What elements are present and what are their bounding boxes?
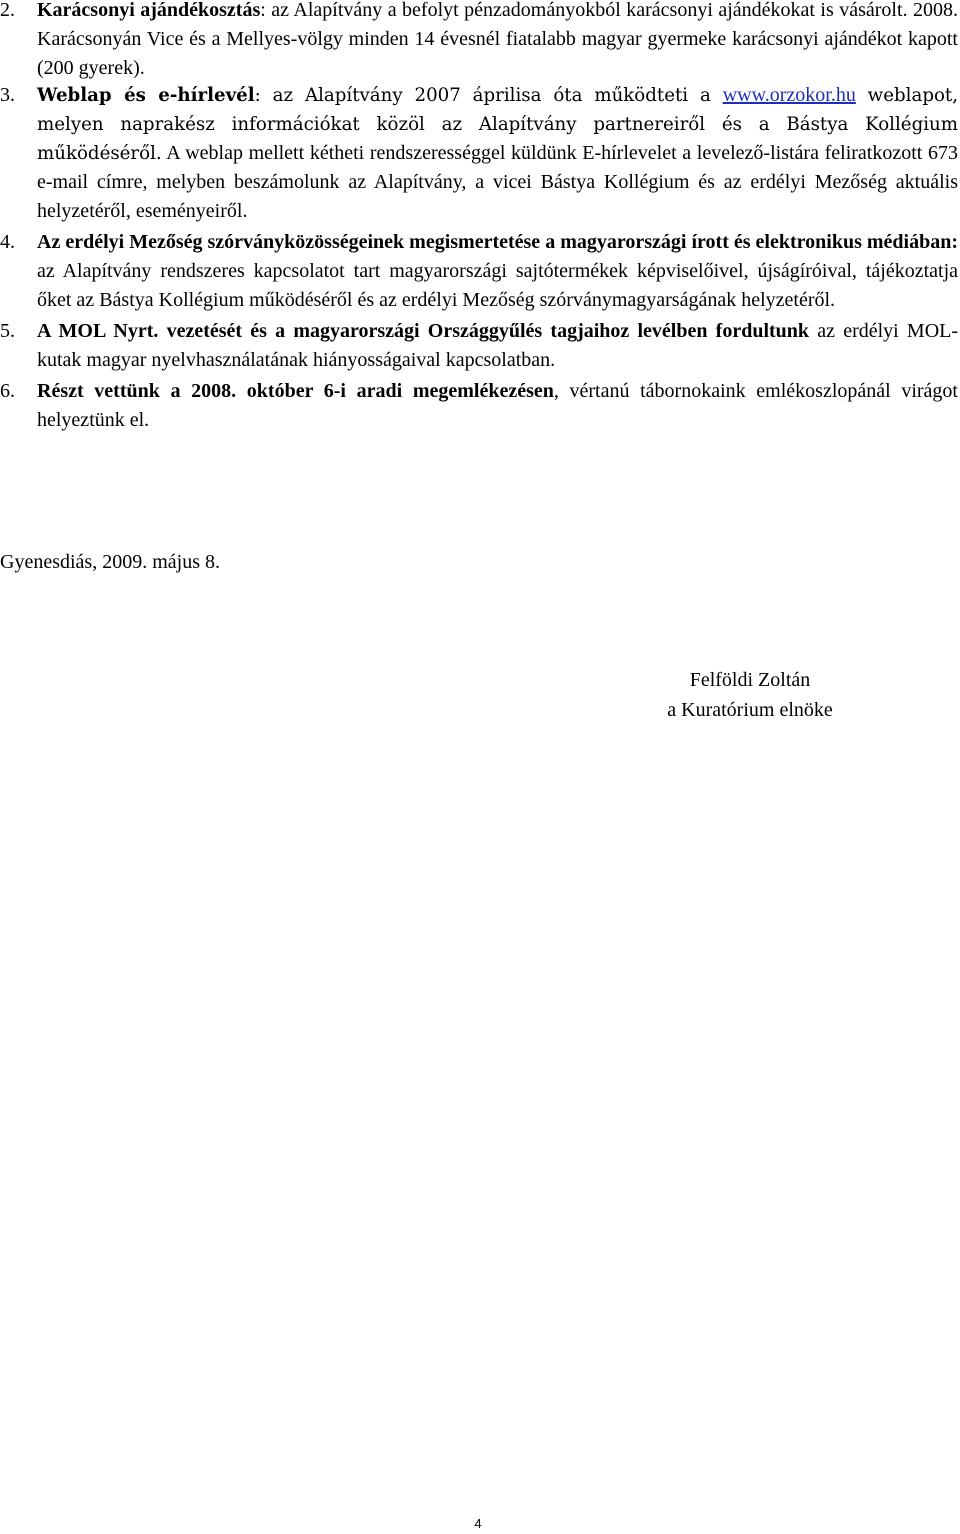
list-item [0, 377, 958, 435]
item-title: Az erdélyi Mezőség szórványközösségeinek megismertetése a magyarországi írott és elektronikus médiában: [37, 231, 958, 253]
item-number: 4. [0, 231, 15, 253]
place-date: Gyenesdiás, 2009. május 8. [0, 551, 220, 573]
item-title: vezetését és a magyarországi Országgyűlés tagjaihoz levélben fordultunk [166, 320, 810, 342]
item-title: Részt vettünk a 2008. október 6-i aradi megemlékezésen [37, 380, 554, 402]
item-text: A weblap mellett kétheti rendszerességgel küldünk E-hírlevelet a levelező-listára feliratkozott 673 e-mail címre, melyben beszámolunk az Alapítvány, a vicei Bástya Kollégium és az erdélyi Mezőség aktuális helyzetéről, eseményeiről. [37, 142, 958, 222]
list-item [0, 228, 958, 315]
item-title: Weblap és e-hírlevél [37, 85, 255, 106]
signature-block [640, 665, 860, 725]
list-item [0, 317, 958, 375]
item-text: az Alapítvány rendszeres kapcsolatot tart magyarországi sajtótermékek képviselőivel, újságíróival, tájékoztatja őket az Bástya Kollégium működéséről és az erdélyi Mezőség szórványmagyarságának helyzetéről. [37, 260, 958, 311]
item-text: : az Alapítvány a befolyt pénzadományokból karácsonyi ajándékokat is vásárolt. 2008. Karácsonyán Vice és a Mellyes-völgy minden 14 évesnél fiatalabb magyar gyermeke karácsonyi ajándékot kapott (200 gyerek). [37, 0, 958, 79]
item-text: az erdélyi MOL-kutak magyar nyelvhasználatának hiányosságaival kapcsolatban. [37, 320, 959, 371]
item-number: 3. [0, 84, 15, 106]
item-text: : az Alapítvány 2007 áprilisa óta működteti a [254, 85, 723, 106]
list-item [0, 0, 958, 83]
website-link[interactable]: www.orzokor.hu [722, 84, 856, 106]
signatory-name: Felföldi Zoltán [689, 669, 811, 691]
document-body [0, 0, 958, 435]
list-item [0, 81, 958, 226]
item-title: A MOL Nyrt. [37, 320, 159, 342]
item-number: 6. [0, 380, 15, 402]
item-number: 5. [0, 320, 15, 342]
item-text: weblapot, melyen naprakész információkat közöl az Alapítvány partnereiről és a Bástya Kollégium működéséről. [37, 85, 959, 164]
item-number: 2. [0, 0, 15, 21]
signatory-role: a Kuratórium elnöke [667, 699, 833, 721]
item-title: Karácsonyi ajándékosztás [37, 0, 261, 21]
item-text: , vértanú tábornokaink emlékoszlopánál virágot helyeztünk el. [37, 380, 958, 431]
page-number: 4 [474, 1516, 482, 1531]
